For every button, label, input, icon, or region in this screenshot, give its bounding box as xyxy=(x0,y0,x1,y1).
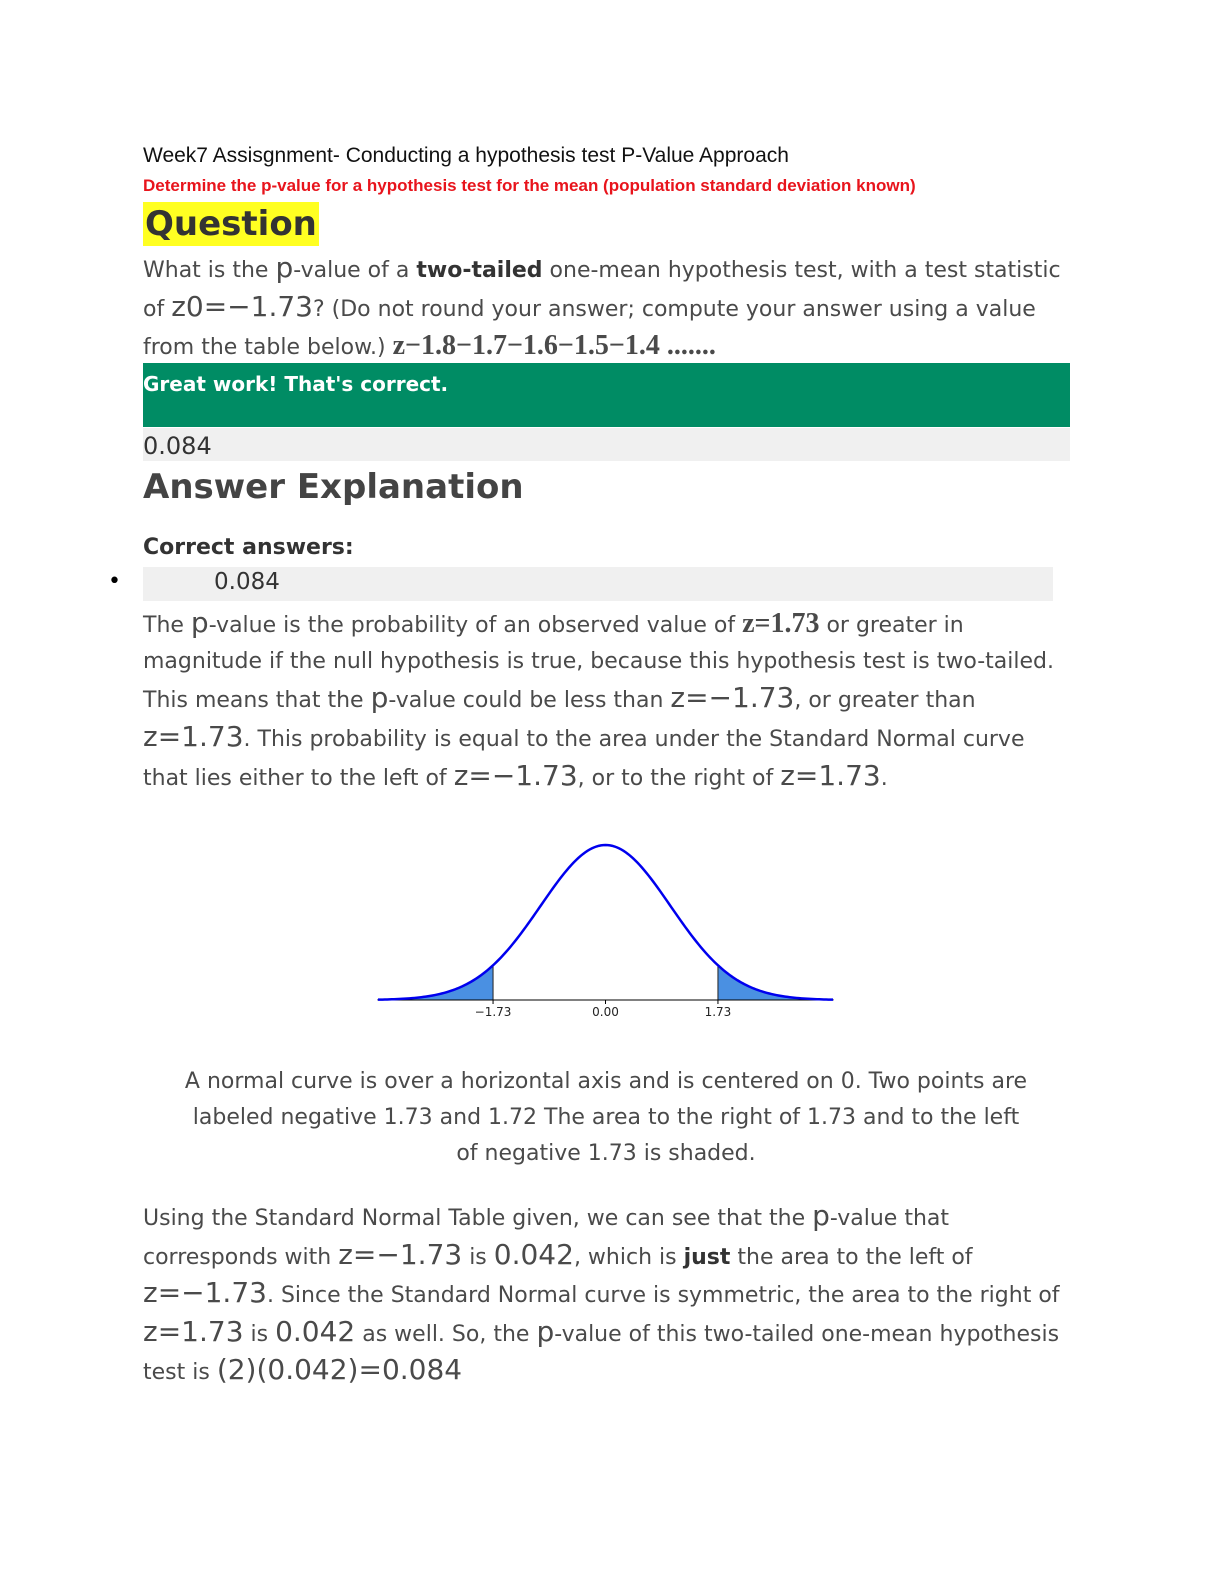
question-heading: Question xyxy=(145,204,317,244)
z-table-row: z−1.8−1.7−1.6−1.5−1.4 ....... xyxy=(392,330,716,361)
x-tick-label: −1.73 xyxy=(474,1005,512,1019)
question-text: What is the p-value of a two-tailed one-mean hypothesis test, with a test statistic of z0=−1.73? (Do not round your answer; compute your answer using a value from the table below.) z−1.8−1.7−1.6−1.5−1.4 ....... xyxy=(143,251,1061,361)
document-subtitle: Determine the p-value for a hypothesis test for the mean (population standard deviation known) xyxy=(143,176,916,195)
x-tick-label: 1.73 xyxy=(704,1005,732,1019)
x-tick-label: 0.00 xyxy=(592,1005,619,1019)
correct-answer-item xyxy=(0,567,1053,601)
correct-feedback-banner: Great work! That's correct. xyxy=(143,363,1070,427)
test-statistic: z0=−1.73 xyxy=(171,290,313,323)
correct-answer-value: 0.084 xyxy=(214,569,280,595)
correct-answers-label: Correct answers: xyxy=(143,535,354,560)
normal-curve-chart xyxy=(370,830,850,1030)
answer-explanation-heading: Answer Explanation xyxy=(143,467,524,507)
explanation-paragraph-2: Using the Standard Normal Table given, we can see that the p-value that corresponds with z=−1.73 is 0.042, which is just the area to the left of z=−1.73. Since the Standard Normal curve is symmetric, the area to the right of z=1.73 is 0.042 as well. So, the p-value of this two-tailed one-mean hypothesis test is (2)(0.042)=0.084 xyxy=(143,1199,1060,1386)
document-title: Week7 Assisgnment- Conducting a hypothesis test P-Value Approach xyxy=(143,144,789,167)
submitted-answer: 0.084 xyxy=(143,428,1070,461)
chart-caption: A normal curve is over a horizontal axis and is centered on 0. Two points are labeled negative 1.73 and 1.72 The area to the right of 1.73 and to the left of negative 1.73 is shaded. xyxy=(184,1069,1028,1166)
two-tailed-emphasis: two-tailed xyxy=(416,258,543,283)
normal-curve xyxy=(378,845,833,1000)
final-result: (2)(0.042)=0.084 xyxy=(216,1353,463,1386)
explanation-paragraph-1: The p-value is the probability of an observed value of z=1.73 or greater in magnitude if the null hypothesis is true, because this hypothesis test is two-tailed. This means that the p-value could be less than z=−1.73, or greater than z=1.73. This probability is equal to the area under the Standard Normal curve that lies either to the left of z=−1.73, or to the right of z=1.73. xyxy=(143,606,1055,792)
bullet-icon: • xyxy=(108,569,121,594)
